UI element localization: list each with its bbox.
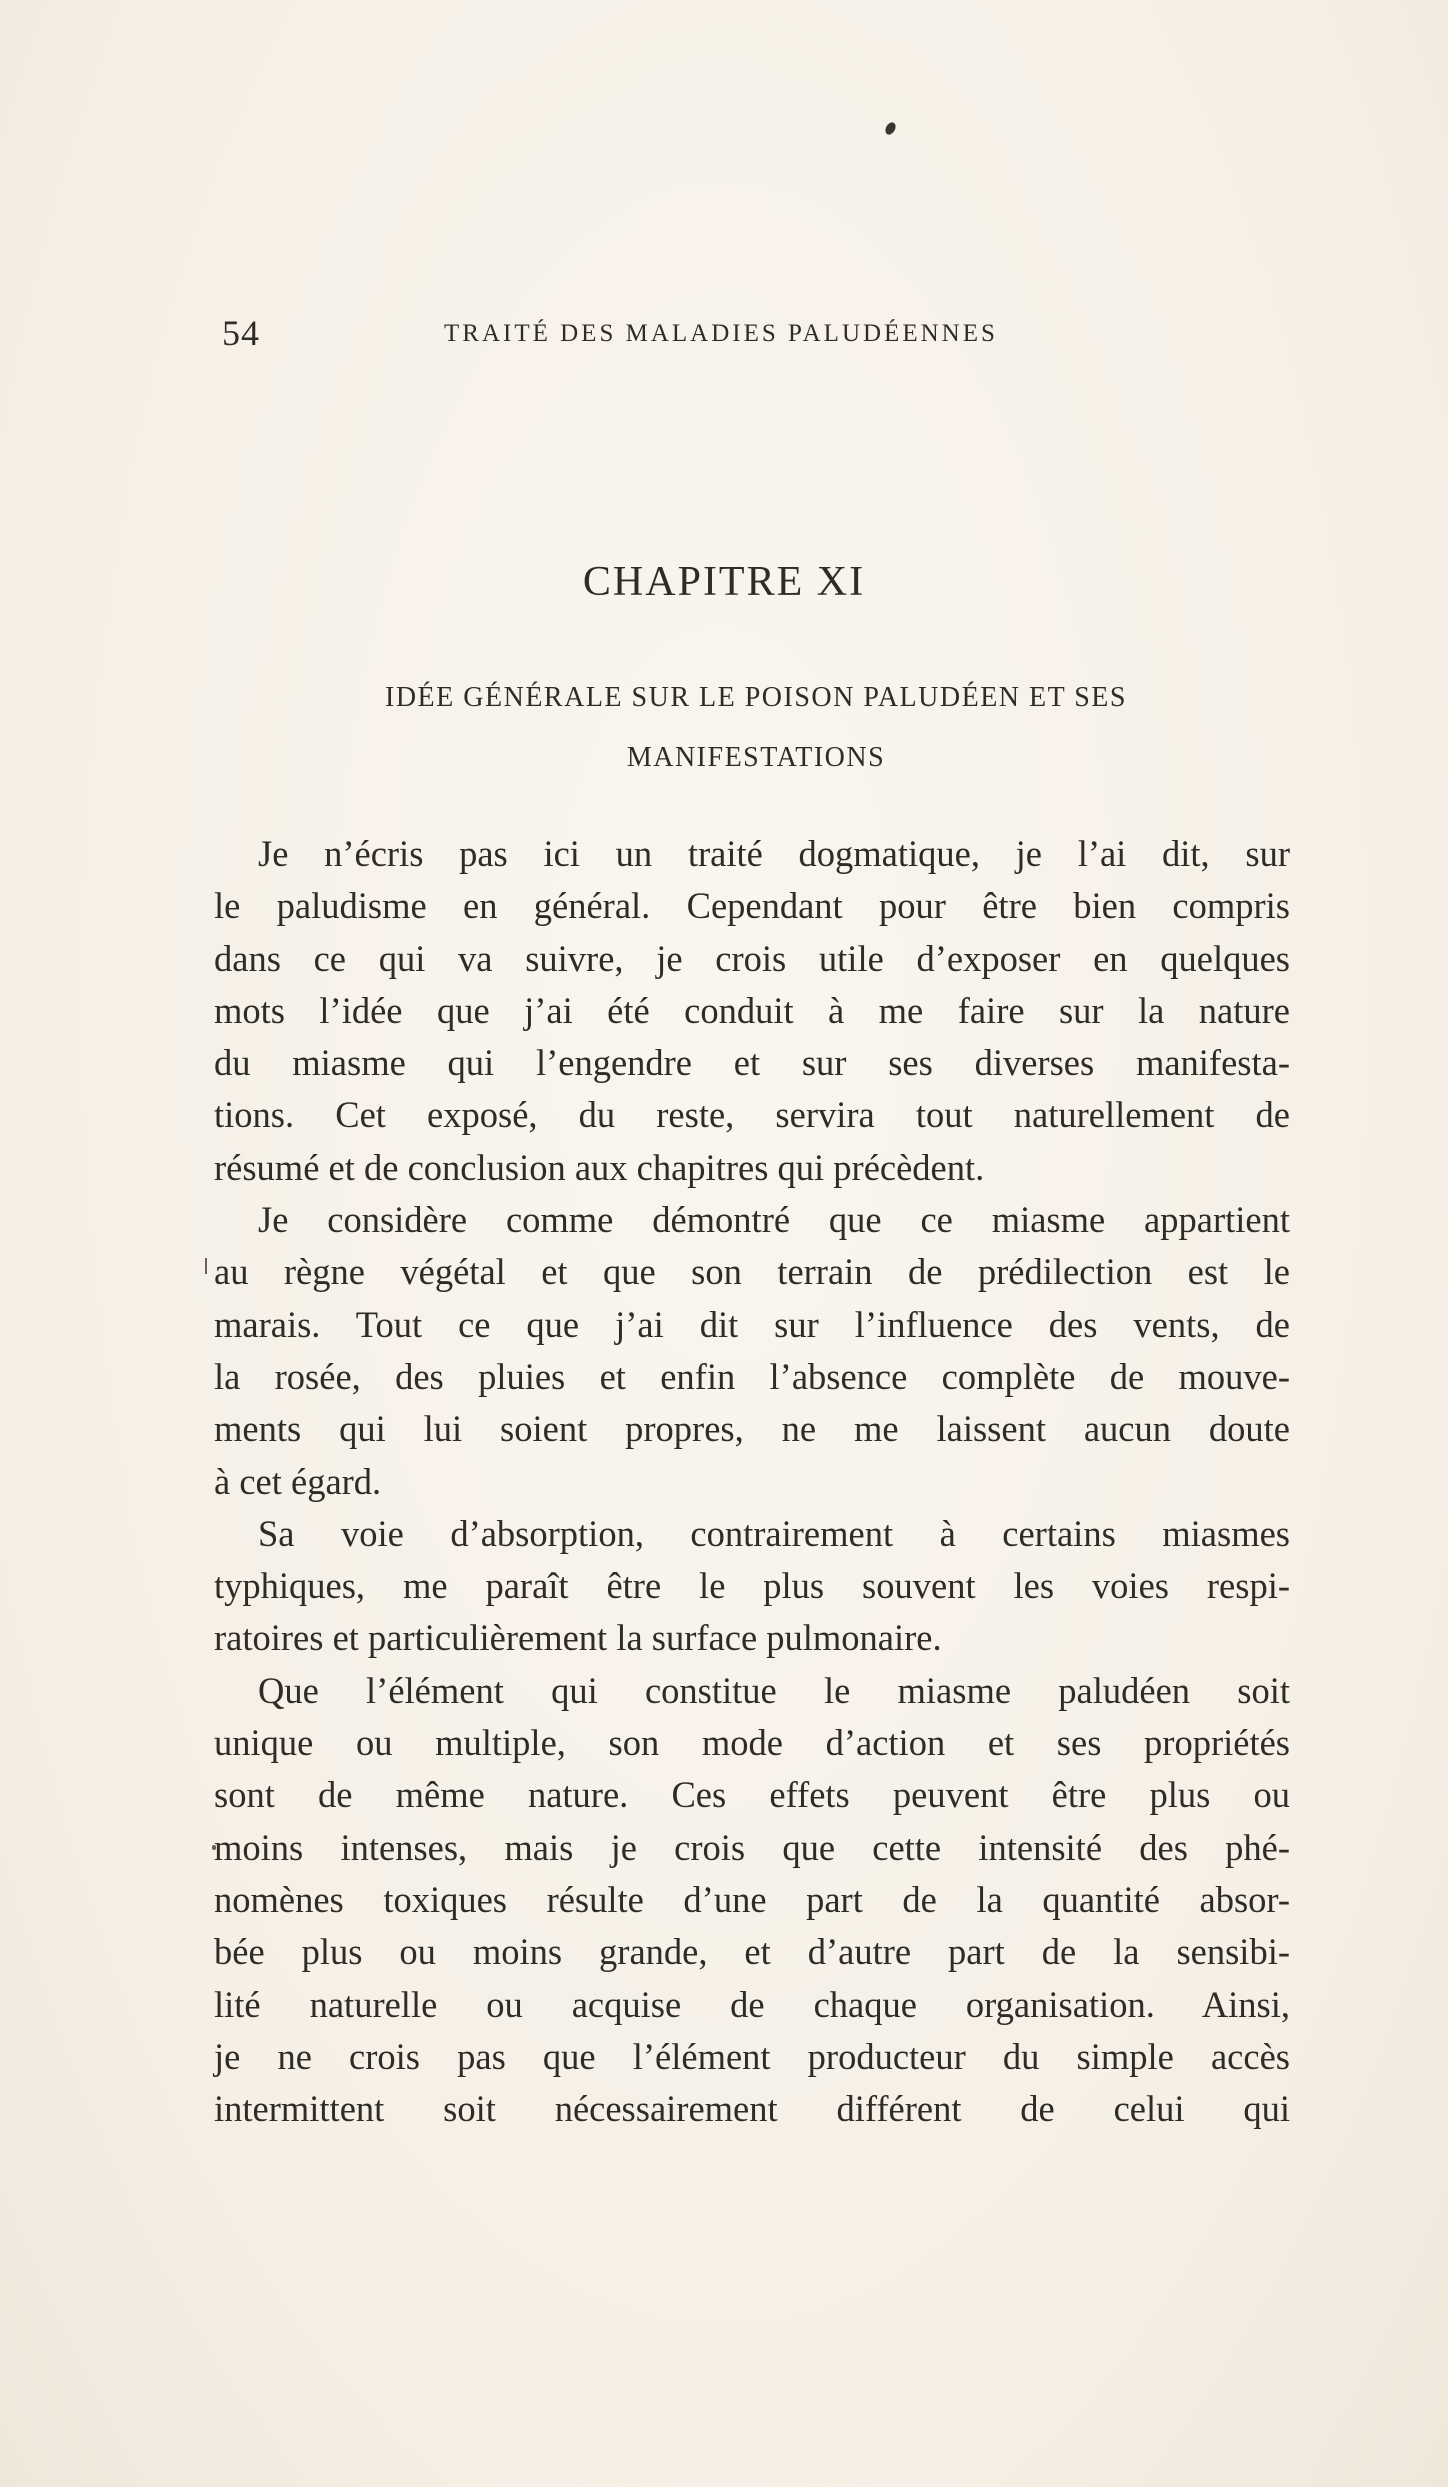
chapter-subtitle-line: MANIFESTATIONS bbox=[626, 742, 886, 773]
running-head: TRAITÉ DES MALADIES PALUDÉENNES bbox=[444, 320, 998, 347]
text-line: la rosée, des pluies et enfin l’absence complète de mouve- bbox=[214, 1355, 1290, 1397]
text-line: Que l’élément qui constitue le miasme paludéen soit bbox=[258, 1669, 1290, 1711]
chapter-subtitle-line: IDÉE GÉNÉRALE SUR LE POISON PALUDÉEN ET SES bbox=[385, 682, 1127, 713]
text-line: du miasme qui l’engendre et sur ses diverses manifesta- bbox=[214, 1042, 1290, 1084]
page-number: 54 bbox=[222, 313, 260, 353]
text-line: typhiques, me paraît être le plus souvent les voies respi- bbox=[214, 1565, 1290, 1607]
ink-speck bbox=[883, 121, 897, 137]
text-line: tions. Cet exposé, du reste, servira tout naturellement de bbox=[214, 1094, 1290, 1136]
text-line: mots l’idée que j’ai été conduit à me faire sur la nature bbox=[214, 989, 1290, 1031]
text-line: le paludisme en général. Cependant pour être bien compris bbox=[214, 885, 1290, 927]
text-line: je ne crois pas que l’élément producteur du simple accès bbox=[214, 2035, 1290, 2077]
text-line: à cet égard. bbox=[214, 1460, 382, 1502]
text-line: nomènes toxiques résulte d’une part de la quantité absor- bbox=[214, 1878, 1290, 1920]
text-line: au règne végétal et que son terrain de prédilection est le bbox=[214, 1251, 1290, 1293]
text-line: Je n’écris pas ici un traité dogmatique, je l’ai dit, sur bbox=[258, 833, 1290, 874]
text-line: unique ou multiple, son mode d’action et ses propriétés bbox=[214, 1722, 1290, 1764]
chapter-title: CHAPITRE XI bbox=[582, 559, 866, 605]
text-line: sont de même nature. Ces effets peuvent être plus ou bbox=[214, 1774, 1290, 1816]
text-line: bée plus ou moins grande, et d’autre part de la sensibi- bbox=[214, 1931, 1290, 1973]
body-text bbox=[214, 828, 1290, 2135]
text-line: moins intenses, mais je crois que cette intensité des phé- bbox=[214, 1826, 1290, 1868]
text-line: résumé et de conclusion aux chapitres qui précèdent. bbox=[214, 1146, 985, 1188]
text-line: intermittent soit nécessairement différent de celui qui bbox=[214, 2088, 1290, 2130]
text-line: ratoires et particulièrement la surface pulmonaire. bbox=[214, 1617, 942, 1659]
text-line: dans ce qui va suivre, je crois utile d’exposer en quelques bbox=[214, 937, 1290, 979]
text-line: ments qui lui soient propres, ne me laissent aucun doute bbox=[214, 1408, 1290, 1450]
page-header bbox=[222, 312, 1290, 352]
text-line: lité naturelle ou acquise de chaque organisation. Ainsi, bbox=[214, 1983, 1290, 2025]
text-line: Je considère comme démontré que ce miasme appartient bbox=[258, 1199, 1290, 1241]
margin-mark bbox=[205, 1258, 207, 1274]
text-line: Sa voie d’absorption, contrairement à certains miasmes bbox=[258, 1512, 1290, 1554]
chapter-subtitle bbox=[222, 668, 1290, 788]
text-line: marais. Tout ce que j’ai dit sur l’influence des vents, de bbox=[214, 1303, 1290, 1345]
